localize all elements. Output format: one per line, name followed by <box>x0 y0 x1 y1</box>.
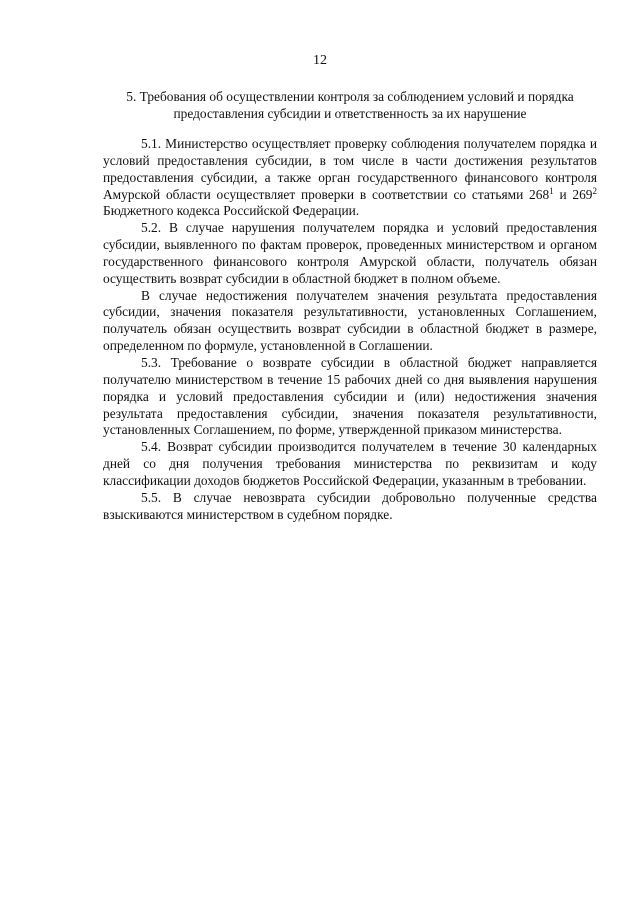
section-body <box>103 136 597 523</box>
paragraph-5-3: 5.3. Требование о возврате субсидии в областной бюджет направляется получателю министерством в течение 15 рабочих дней со дня выявления нарушения порядка и условий предоставления субсидии и (или) недостижения значения результата предоставления субсидии, значения показателя результативности, установленных Соглашением, по форме, утвержденной приказом министерства. <box>103 354 597 438</box>
page-number: 12 <box>313 53 327 68</box>
paragraph-5-1 <box>103 136 597 220</box>
paragraph-5-4: 5.4. Возврат субсидии производится получателем в течение 30 календарных дней со дня получения требования министерства по реквизитам и коду классификации доходов бюджетов Российской Федерации, указанным в требовании. <box>103 439 597 488</box>
section-title: 5. Требования об осуществлении контроля за соблюдением условий и порядка предоставления субсидии и ответственность за их нарушение <box>126 89 574 121</box>
paragraph-5-5: 5.5. В случае невозврата субсидии добровольно полученные средства взыскиваются министерством в судебном порядке. <box>103 489 597 522</box>
paragraph-5-1-text-before: 5.1. Министерство осуществляет проверку соблюдения получателем порядка и условий предоставления субсидии, в том числе в части достижения результатов предоставления субсидии, а также орган государственного финансового контроля Амурской области осуществляет проверки в соответствии со статьями 268 <box>103 136 597 202</box>
paragraph-5-2-continued: В случае недостижения получателем значения результата предоставления субсидии, значения показателя результативности, установленных Соглашением, получатель обязан осуществить возврат субсидии в областной бюджет в размере, определенном по формуле, установленной в Соглашении. <box>103 287 597 354</box>
footnote-superscript-2: 2 <box>592 185 597 196</box>
paragraph-5-1-text-after: Бюджетного кодекса Российской Федерации. <box>103 203 360 219</box>
paragraph-5-2: 5.2. В случае нарушения получателем порядка и условий предоставления субсидии, выявленного по фактам проверок, проведенных министерством и органом государственного финансового контроля Амурской области, получатель обязан осуществить возврат субсидии в областной бюджет в полном объеме. <box>103 220 597 286</box>
footnote-superscript-1: 1 <box>549 185 554 196</box>
paragraph-5-1-text-middle: и 269 <box>553 186 593 202</box>
